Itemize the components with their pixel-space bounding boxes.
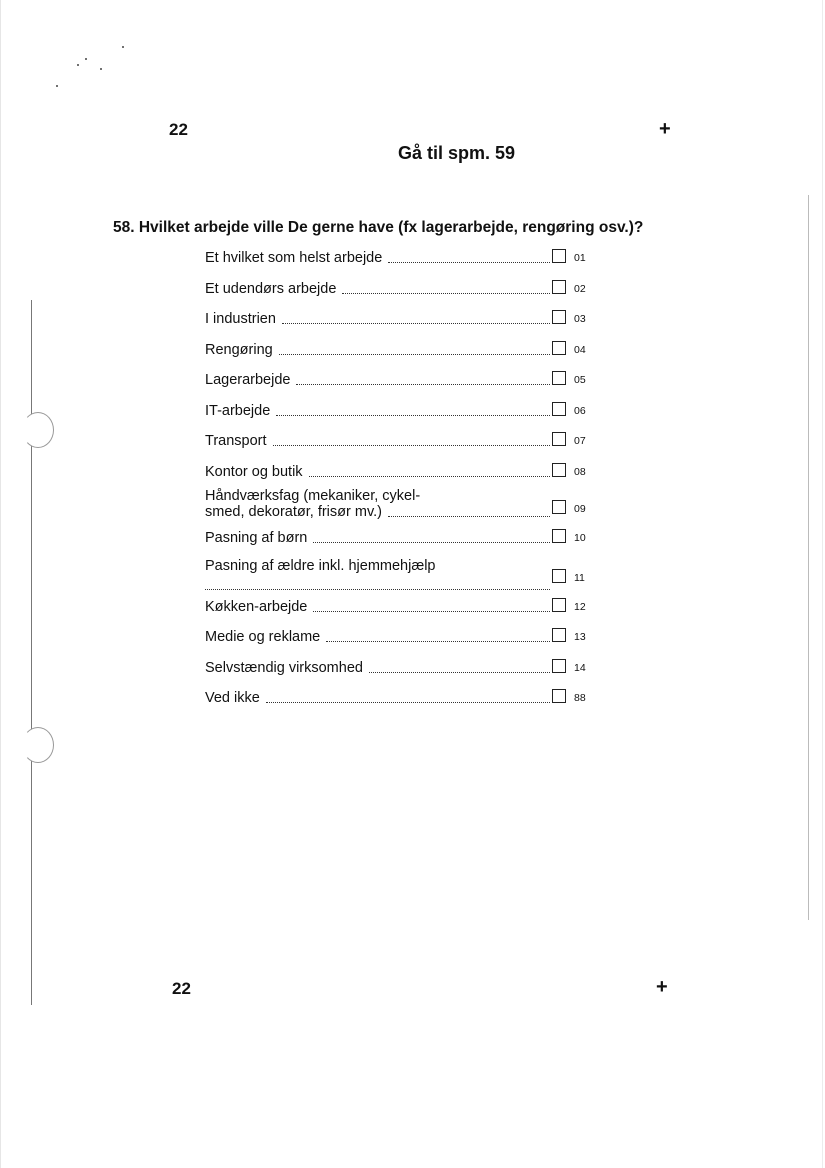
option-label: Rengøring bbox=[205, 341, 273, 358]
option-label: Pasning af ældre inkl. hjemmehjælp bbox=[205, 557, 436, 574]
leader-dots bbox=[276, 415, 550, 416]
registration-mark-bottom: + bbox=[656, 976, 668, 998]
page-number-top: 22 bbox=[169, 120, 188, 139]
scan-speck bbox=[85, 58, 87, 60]
option-row[interactable] bbox=[205, 557, 605, 593]
option-label: Et udendørs arbejde bbox=[205, 280, 337, 297]
option-row[interactable] bbox=[205, 427, 605, 458]
margin-line-left bbox=[31, 300, 32, 1005]
leader-dots bbox=[369, 672, 550, 673]
leader-dots bbox=[205, 589, 550, 590]
option-code: 02 bbox=[574, 282, 586, 295]
leader-dots bbox=[313, 611, 550, 612]
checkbox[interactable] bbox=[552, 628, 566, 642]
option-label: Pasning af børn bbox=[205, 530, 308, 546]
checkbox[interactable] bbox=[552, 463, 566, 477]
leader-dots bbox=[279, 354, 550, 355]
leader-dots bbox=[296, 384, 550, 385]
leader-dots bbox=[273, 445, 550, 446]
checkbox[interactable] bbox=[552, 249, 566, 263]
option-row[interactable] bbox=[205, 397, 605, 428]
option-label: Kontor og butik bbox=[205, 463, 303, 480]
option-code: 01 bbox=[574, 252, 586, 264]
option-code: 05 bbox=[574, 374, 586, 386]
punch-hole-bottom bbox=[22, 727, 54, 763]
option-label: Et hvilket som helst arbejde bbox=[205, 250, 383, 266]
margin-line-right bbox=[808, 195, 809, 920]
scan-speck bbox=[56, 85, 58, 87]
checkbox[interactable] bbox=[552, 280, 566, 294]
option-label: Transport bbox=[205, 433, 267, 449]
leader-dots bbox=[326, 641, 550, 642]
option-code: 12 bbox=[574, 600, 586, 613]
option-row[interactable] bbox=[205, 654, 605, 685]
leader-dots bbox=[313, 542, 550, 543]
checkbox[interactable] bbox=[552, 569, 566, 583]
option-label-line1: Håndværksfag (mekaniker, cykel- bbox=[205, 488, 421, 504]
option-row[interactable] bbox=[205, 488, 605, 526]
checkbox[interactable] bbox=[552, 432, 566, 446]
option-row[interactable] bbox=[205, 526, 605, 557]
option-code: 04 bbox=[574, 343, 586, 356]
leader-dots bbox=[388, 516, 550, 517]
checkbox[interactable] bbox=[552, 659, 566, 673]
checkbox[interactable] bbox=[552, 598, 566, 612]
option-label: I industrien bbox=[205, 311, 276, 327]
option-row[interactable] bbox=[205, 684, 605, 715]
checkbox[interactable] bbox=[552, 689, 566, 703]
skip-instruction: Gå til spm. 59 bbox=[398, 143, 516, 163]
option-label: Ved ikke bbox=[205, 690, 260, 706]
option-label: IT-arbejde bbox=[205, 402, 271, 419]
checkbox[interactable] bbox=[552, 500, 566, 514]
scan-speck bbox=[77, 64, 79, 66]
option-row[interactable] bbox=[205, 275, 605, 306]
leader-dots bbox=[388, 262, 550, 263]
option-row[interactable] bbox=[205, 458, 605, 489]
leader-dots bbox=[282, 323, 550, 324]
page-edge-right bbox=[822, 0, 823, 1168]
option-row[interactable] bbox=[205, 366, 605, 397]
option-code: 06 bbox=[574, 404, 586, 417]
option-code: 11 bbox=[574, 571, 585, 584]
option-label: Køkken-arbejde bbox=[205, 598, 308, 615]
option-label: Medie og reklame bbox=[205, 629, 321, 645]
answer-options bbox=[205, 244, 605, 715]
checkbox[interactable] bbox=[552, 310, 566, 324]
leader-dots bbox=[309, 476, 550, 477]
option-row[interactable] bbox=[205, 244, 605, 275]
option-code: 88 bbox=[574, 692, 586, 704]
checkbox[interactable] bbox=[552, 371, 566, 385]
punch-hole-top bbox=[22, 412, 54, 448]
page-number-bottom: 22 bbox=[172, 979, 191, 998]
page-edge-left bbox=[0, 0, 1, 1168]
option-code: 03 bbox=[574, 313, 586, 325]
option-row[interactable] bbox=[205, 305, 605, 336]
option-code: 07 bbox=[574, 435, 586, 447]
option-row[interactable] bbox=[205, 623, 605, 654]
option-row[interactable] bbox=[205, 593, 605, 624]
leader-dots bbox=[342, 293, 550, 294]
checkbox[interactable] bbox=[552, 402, 566, 416]
option-code: 14 bbox=[574, 661, 586, 674]
checkbox[interactable] bbox=[552, 529, 566, 543]
question-title: 58. Hvilket arbejde ville De gerne have (fx lagerarbejde, rengøring osv.)? bbox=[113, 219, 644, 236]
scan-speck bbox=[122, 46, 124, 48]
option-code: 09 bbox=[574, 503, 586, 515]
option-label: Lagerarbejde bbox=[205, 372, 291, 388]
option-code: 10 bbox=[574, 532, 586, 544]
scan-speck bbox=[100, 68, 102, 70]
option-label: Selvstændig virksomhed bbox=[205, 659, 363, 676]
option-code: 08 bbox=[574, 465, 586, 478]
option-label-line2: smed, dekoratør, frisør mv.) bbox=[205, 504, 382, 520]
registration-mark-top: + bbox=[659, 118, 671, 140]
checkbox[interactable] bbox=[552, 341, 566, 355]
leader-dots bbox=[266, 702, 550, 703]
option-code: 13 bbox=[574, 631, 586, 643]
option-row[interactable] bbox=[205, 336, 605, 367]
